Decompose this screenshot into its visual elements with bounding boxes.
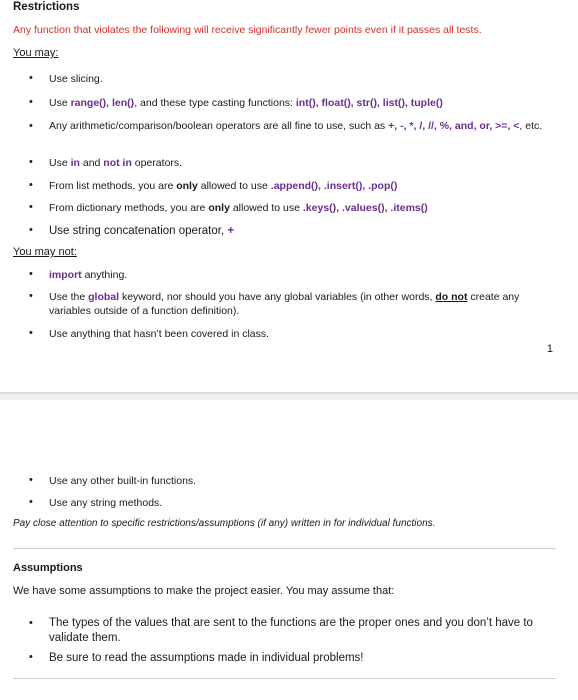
divider (13, 548, 556, 549)
bullet (29, 157, 33, 168)
may-concat-item: Use string concatenation operator, + (49, 225, 235, 237)
may-dict-methods-item: From dictionary methods, you are only allowed to use .keys(), .values(), .items() (49, 202, 428, 214)
may-not-uncovered-item: Use anything that hasn’t been covered in class. (49, 328, 270, 340)
you-may-not-heading: You may not: (13, 246, 77, 258)
may-in-operators-item: Use in and not in operators. (49, 157, 183, 169)
may-range-item: Use range(), len(), and these type casting functions: int(), float(), str(), list(), tuple() (49, 97, 443, 109)
assumptions-intro: We have some assumptions to make the project easier. You may assume that: (13, 585, 395, 597)
may-slicing: Use slicing. (49, 73, 103, 85)
assumptions-heading: Assumptions (13, 562, 83, 574)
bullet (29, 73, 33, 84)
may-not-builtin-item: Use any other built-in functions. (49, 475, 197, 487)
may-operators-item: Any arithmetic/comparison/boolean operators are all fine to use, such as +, -, *, /, //, %, and, or, >=, <, etc. (49, 120, 543, 132)
bullet (29, 652, 33, 663)
page-number: 1 (546, 343, 553, 355)
page-break-band (0, 394, 578, 400)
you-may-heading: You may: (13, 47, 59, 59)
bullet (29, 121, 33, 132)
may-not-global-item: Use the global keyword, nor should you have any global variables (in other words, do not create any variables outside of a function definition). (49, 291, 520, 318)
bullet (29, 475, 33, 486)
restrictions-note: Pay close attention to specific restrictions/assumptions (if any) written in for individual functions. (13, 518, 436, 529)
divider (13, 678, 556, 679)
may-list-methods-item: From list methods, you are only allowed to use .append(), .insert(), .pop() (49, 180, 398, 192)
bullet (29, 180, 33, 191)
may-not-import-item: import anything. (49, 269, 128, 281)
bullet (29, 97, 33, 108)
assumption-item-read: Be sure to read the assumptions made in individual problems! (49, 652, 364, 664)
bullet (29, 497, 33, 508)
assumption-item-types: The types of the values that are sent to the functions are the proper ones and you don’t have to validate them. (49, 617, 533, 644)
bullet (29, 618, 33, 629)
bullet (29, 328, 33, 339)
bullet (29, 225, 33, 236)
bullet (29, 202, 33, 213)
bullet (29, 291, 33, 302)
may-not-string-methods-item: Use any string methods. (49, 497, 163, 509)
restrictions-warning: Any function that violates the following will receive significantly fewer points even if it passes all tests. (13, 24, 482, 36)
bullet (29, 269, 33, 280)
restrictions-heading: Restrictions (13, 1, 80, 13)
